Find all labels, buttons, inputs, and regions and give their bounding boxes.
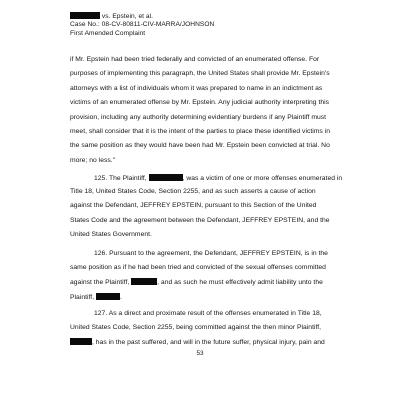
text-span: , has in the past suffered, and will in the future suffer, physical injury, pain and: [92, 339, 325, 347]
text-line: victims of an enumerated offense by Mr. Epstein. Any judicial authority interpreting this: [70, 99, 330, 107]
document-title: First Amended Complaint: [70, 29, 146, 37]
case-title: vs. Epstein, et al.: [100, 13, 154, 20]
text-span: against the Plaintiff,: [70, 279, 132, 287]
redaction-bar: [96, 293, 120, 300]
text-line: meet, shall consider that it is the intent of the parties to place these identified victims in: [70, 128, 331, 135]
text-line: provision, including any authority determining evidentiary burdens if any Plaintiff must: [70, 113, 327, 121]
text-span: Plaintiff,: [70, 293, 96, 301]
case-caption: [70, 12, 214, 38]
redaction-bar: [70, 12, 100, 19]
case-title-line: [70, 12, 214, 21]
text-line: if Mr. Epstein had been tried federally and convicted of an enumerated offense. For: [70, 56, 320, 63]
paragraph-127-line: United States Code, Section 2255, being committed against the then minor Plaintiff,: [70, 324, 322, 331]
paragraph-127-line: 127. As a direct and proximate result of the offenses enumerated in Title 18,: [94, 309, 322, 317]
paragraph-126-line: same position as if he had been tried and convicted of the sexual offenses committed: [70, 264, 326, 271]
text-line: more; no less.": [70, 156, 116, 164]
text-span: .: [119, 293, 122, 301]
text-span: , was a victim of one or more offenses enumerated in: [182, 174, 343, 182]
case-number: Case No.: 08-CV-80811-CIV-MARRA/JOHNSON: [70, 21, 215, 29]
text-line: attorneys with a list of individuals whom it was prepared to name in an indictment as: [70, 84, 323, 92]
text-span: , and as such he must effectively admit liability unto the: [157, 279, 323, 287]
paragraph-126-line: 126. Pursuant to the agreement, the Defendant, JEFFREY EPSTEIN, is in the: [94, 249, 328, 257]
paragraph-126-line: [70, 293, 122, 301]
paragraph-125-line: [94, 174, 342, 182]
text-line: purposes of implementing this paragraph, the United States shall provide Mr. Epstein's: [70, 70, 330, 78]
page-number: 53: [196, 350, 204, 357]
text-line: the same position as they would have been had Mr. Epstein been convicted at trial. No: [70, 142, 330, 150]
redaction-bar: [131, 278, 157, 285]
paragraph-125-line: United States Government.: [70, 231, 152, 239]
redaction-bar: [70, 338, 92, 345]
paragraph-125-line: against the Defendant, JEFFREY EPSTEIN, pursuant to this Section of the United: [70, 202, 317, 210]
paragraph-125-line: Title 18, United States Code, Section 2255, and as such asserts a cause of action: [70, 188, 316, 195]
paragraph-127-line: [70, 338, 325, 346]
redaction-bar: [149, 174, 183, 181]
paragraph-125-line: States Code and the agreement between the Defendant, JEFFREY EPSTEIN, and the: [70, 216, 330, 224]
paragraph-126-line: [70, 278, 323, 286]
text-span: 125. The Plaintiff,: [94, 174, 149, 182]
